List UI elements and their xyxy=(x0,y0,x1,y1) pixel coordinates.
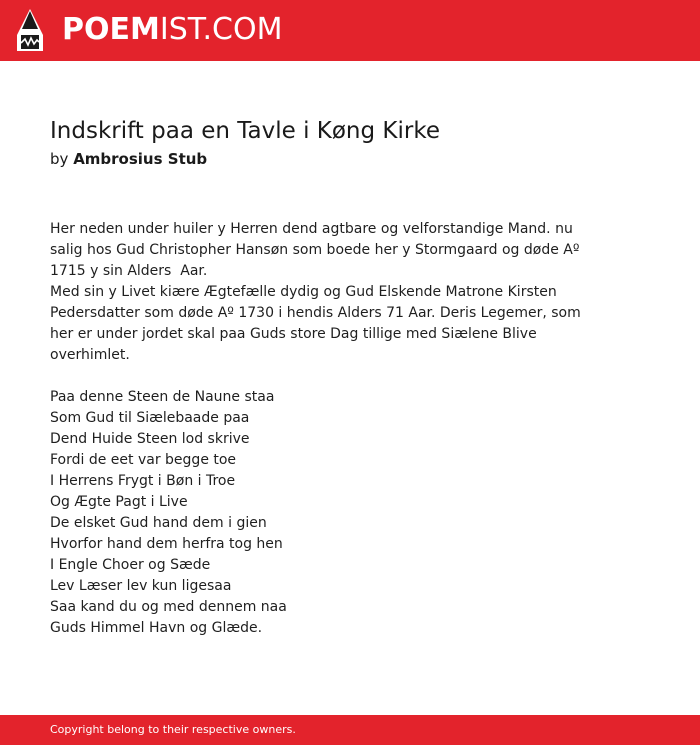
poem-line: Saa kand du og med dennem naa xyxy=(50,599,287,615)
pencil-icon[interactable] xyxy=(17,9,43,51)
author-name[interactable]: Ambrosius Stub xyxy=(73,150,208,168)
poem-line: Guds Himmel Havn og Glæde. xyxy=(50,620,263,636)
poem-line xyxy=(50,366,610,387)
poem-line: Her neden under huiler y Herren dend agtbare og velforstandige Mand. nu xyxy=(50,221,573,237)
site-footer xyxy=(0,715,700,745)
poem-line: Lev Læser lev kun ligesaa xyxy=(50,578,232,594)
poem-line: her er under jordet skal paa Guds store Dag tillige med Siælene Blive xyxy=(50,326,537,342)
poem-line: overhimlet. xyxy=(50,347,130,363)
poem-line: Paa denne Steen de Naune staa xyxy=(50,389,275,405)
poem-line: Dend Huide Steen lod skrive xyxy=(50,431,250,447)
poem-body xyxy=(50,219,610,639)
poem-line: Som Gud til Siælebaade paa xyxy=(50,410,250,426)
logo-text-light: IST.COM xyxy=(159,12,283,47)
poem-line: Hvorfor hand dem herfra tog hen xyxy=(50,536,283,552)
poem-line: Og Ægte Pagt i Live xyxy=(50,494,188,510)
poem-line: I Engle Choer og Sæde xyxy=(50,557,211,573)
byline xyxy=(50,148,207,170)
site-header xyxy=(0,0,700,61)
poem-line: I Herrens Frygt i Bøn i Troe xyxy=(50,473,236,489)
poem-title: Indskrift paa en Tavle i Køng Kirke xyxy=(50,118,440,144)
by-label: by xyxy=(50,150,69,168)
poem-line: 1715 y sin Alders Aar. xyxy=(50,263,208,279)
logo-text-bold: POEM xyxy=(62,12,160,47)
poem-line: salig hos Gud Christopher Hansøn som boede her y Stormgaard og døde Aº xyxy=(50,242,580,258)
copyright-text: Copyright belong to their respective owners. xyxy=(50,723,296,736)
poem-line: Med sin y Livet kiære Ægtefælle dydig og Gud Elskende Matrone Kirsten xyxy=(50,284,557,300)
poem-line: De elsket Gud hand dem i gien xyxy=(50,515,267,531)
poem-line: Pedersdatter som døde Aº 1730 i hendis Alders 71 Aar. Deris Legemer, som xyxy=(50,305,581,321)
site-logo[interactable] xyxy=(62,12,282,48)
poem-line: Fordi de eet var begge toe xyxy=(50,452,237,468)
